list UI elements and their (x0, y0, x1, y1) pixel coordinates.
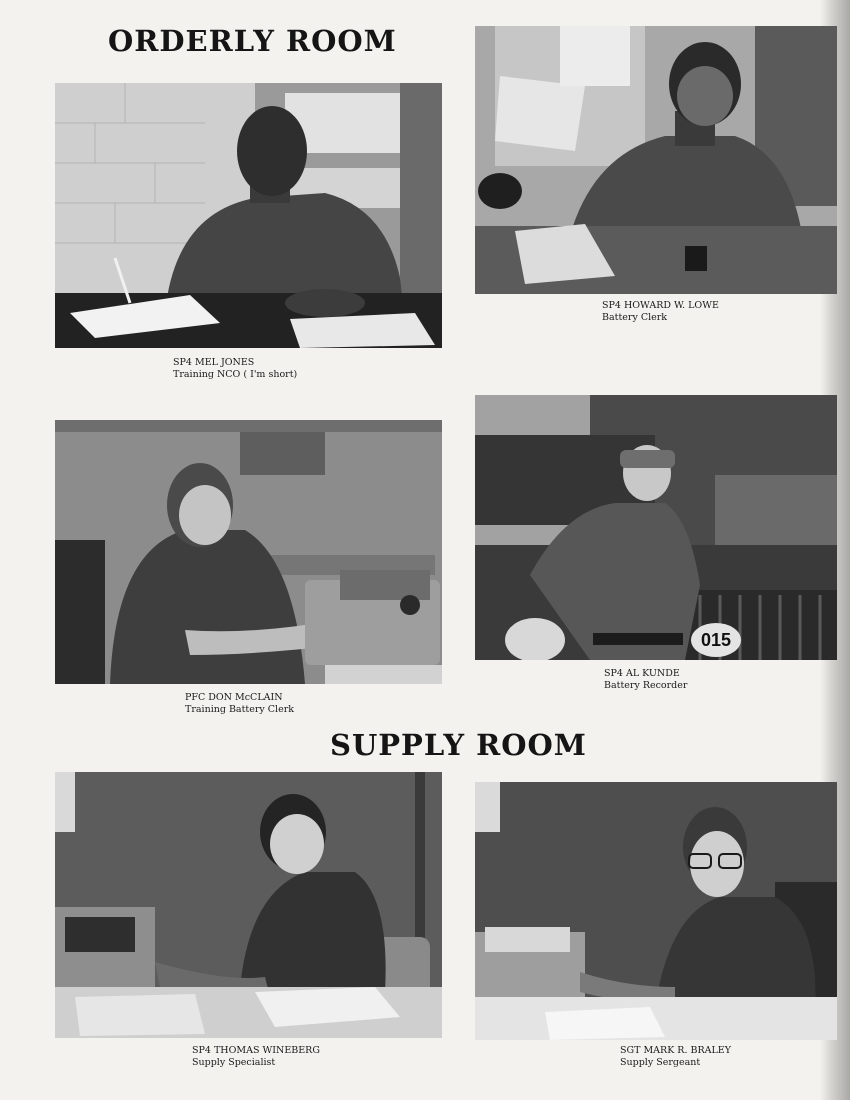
section-heading-supply-room: SUPPLY ROOM (330, 728, 587, 762)
caption-title: Supply Specialist (192, 1057, 276, 1068)
photo-mark-braley (475, 782, 837, 1040)
caption-name: SP4 MEL JONES (173, 357, 255, 368)
caption-name: PFC DON McCLAIN (185, 692, 283, 703)
photo-mel-jones (55, 83, 442, 348)
caption-mel-jones (173, 357, 297, 381)
photo-al-kunde (475, 395, 837, 660)
caption-title: Supply Sergeant (620, 1057, 701, 1068)
photo-thomas-wineberg (55, 772, 442, 1038)
caption-name: SP4 HOWARD W. LOWE (602, 300, 719, 311)
bumper-number-plate (691, 623, 741, 657)
caption-howard-lowe (602, 300, 719, 324)
caption-title: Battery Clerk (602, 312, 668, 323)
section-heading-orderly-room: ORDERLY ROOM (108, 24, 397, 58)
caption-name: SGT MARK R. BRALEY (620, 1045, 732, 1056)
photo-don-mcclain (55, 420, 442, 684)
caption-title: Battery Recorder (604, 680, 688, 691)
caption-mark-braley (620, 1045, 731, 1069)
caption-thomas-wineberg (192, 1045, 320, 1069)
caption-al-kunde (604, 668, 687, 692)
bumper-number-text: 015 (700, 629, 732, 650)
caption-name: SP4 THOMAS WINEBERG (192, 1045, 320, 1056)
photo-howard-lowe (475, 26, 837, 294)
caption-don-mcclain (185, 692, 294, 716)
caption-title: Training Battery Clerk (185, 704, 295, 715)
caption-title: Training NCO ( I'm short) (173, 369, 298, 380)
caption-name: SP4 AL KUNDE (604, 668, 680, 679)
